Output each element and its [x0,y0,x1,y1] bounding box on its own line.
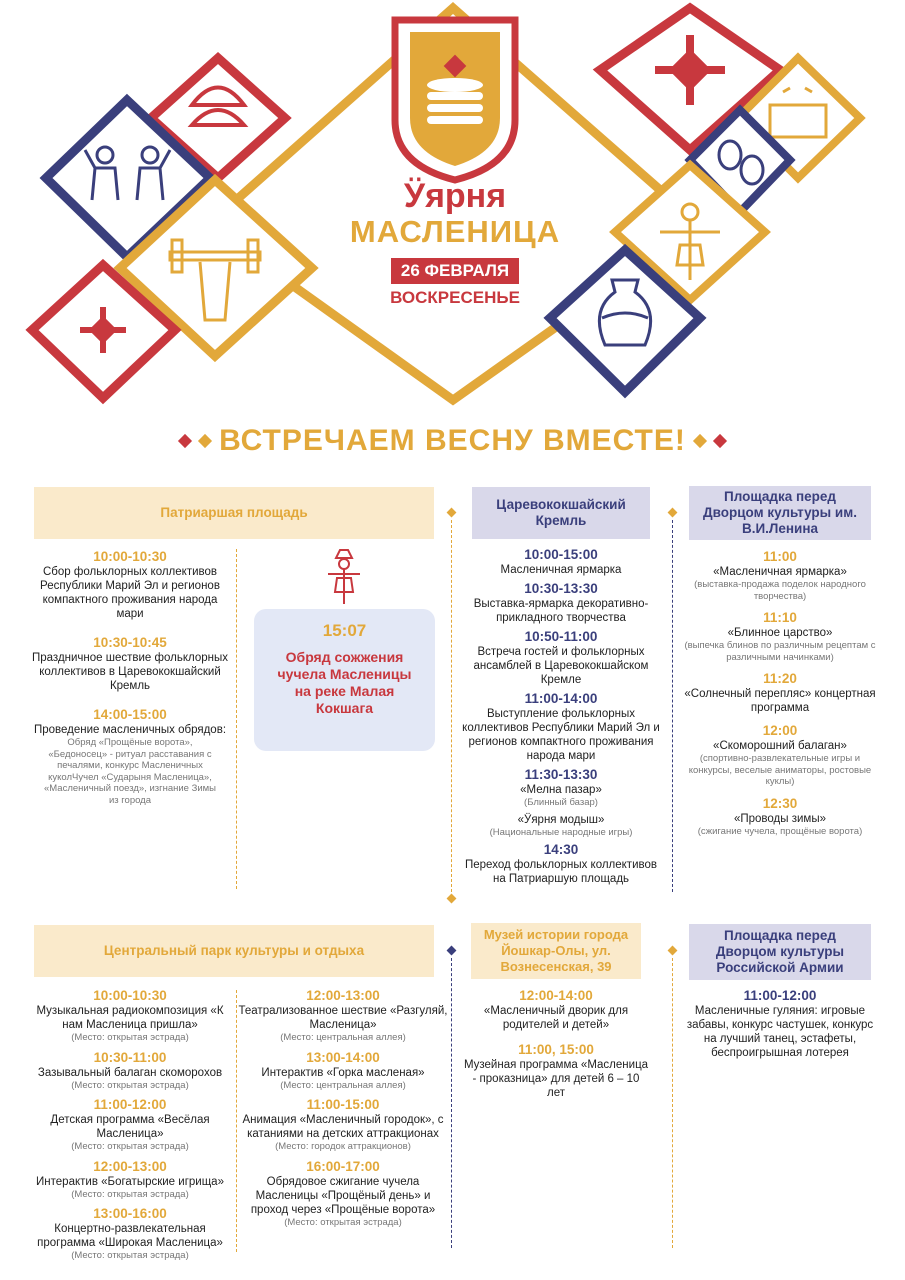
event-time: 11:00-12:00 [93,1097,167,1112]
event-time: 11:20 [763,671,797,686]
event-time: 14:30 [543,842,579,857]
event-title: «Масленичная ярмарка» [713,566,847,578]
event-title: Встреча гостей и фольклорных ансамблей в Царевококшайском Кремле [473,646,649,686]
event-note: (Национальные народные игры) [489,826,633,838]
event-title: «Солнечный перепляс» концертная программа [684,688,876,714]
poster-title-main: МАСЛЕНИЦА [349,214,561,249]
event [462,581,660,625]
event-title: Интерактив «Горка масленая» [261,1066,425,1079]
poster-weekday: ВОСКРЕСЕНЬЕ [390,288,520,307]
event [462,767,660,809]
event-title: «Масленичный дворик для родителей и детей» [483,1005,629,1031]
event-note: (Место: открытая эстрада) [71,1250,189,1261]
event-title: «Блинное царство» [727,627,833,639]
event [26,1097,234,1153]
event [26,1206,234,1262]
event-title: Зазывальный балаган скоморохов [37,1066,223,1079]
event-time: 10:30-11:00 [93,1049,167,1065]
column-divider [672,958,673,1248]
event-title: «Мелна пазар» [520,784,602,796]
diamond-icon [668,946,678,956]
event-time: 11:00-12:00 [743,988,817,1003]
event [26,988,234,1044]
lenin-events [682,549,878,845]
event-title: Детская программа «Весёлая Масленица» [50,1114,210,1140]
event-note: (выставка-продажа поделок народного творчества) [694,579,866,602]
event [682,671,878,715]
park-events-right [238,988,448,1236]
event-time: 12:00-13:00 [306,988,380,1003]
event-note: (сжигание чучела, прощёные ворота) [697,825,863,837]
event-note: (Место: центральная аллея) [280,1032,406,1043]
venue-header-museum: Музей истории города Йошкар-Олы, ул. Вознесенская, 39 [471,923,641,979]
event-time: 10:00-15:00 [524,547,598,562]
event [462,842,660,886]
diamond-icon [668,508,678,518]
event [682,988,878,1060]
event-time: 11:00 [763,549,797,564]
slogan-text: ВСТРЕЧАЕМ ВЕСНУ ВМЕСТЕ! [219,424,686,457]
event-time: 15:07 [322,621,367,640]
event-note: (Блинный базар) [524,797,598,808]
event-time: 13:00-16:00 [93,1206,167,1221]
event-time: 10:00-10:30 [93,988,167,1003]
event [462,988,650,1032]
event-time: 12:00-14:00 [519,988,593,1003]
park-events-left [26,988,234,1270]
event-title: Обряд сожжения чучела Масленицы на реке Малая Кокшага [277,649,412,716]
event [462,547,660,577]
event-time: 11:00, 15:00 [518,1042,594,1057]
event-note: (Место: открытая эстрада) [71,1032,189,1043]
scarecrow-icon [326,548,362,606]
poster-date: 26 ФЕВРАЛЯ [391,258,519,284]
event-note: (Место: открытая эстрада) [284,1216,402,1228]
event-time: 11:10 [763,610,797,625]
event-title: Масленичные гуляния: игровые забавы, конкурс частушек, конкурс на лучший танец, эстафеты, беспроигрышная лотерея [686,1005,874,1059]
event-note: (Место: открытая эстрада) [71,1141,189,1152]
burning-ceremony-card [254,609,435,751]
poster-title-word: Ӱярня [403,177,507,215]
event-time: 10:50-11:00 [524,629,598,644]
diamond-icon [198,434,212,448]
event-title: Интерактив «Богатырские игрища» [36,1175,224,1188]
diamond-icon [713,434,727,448]
event-time: 12:00-13:00 [93,1158,167,1174]
event [462,1042,650,1100]
event [238,988,448,1044]
event-title: Сбор фольклорных коллективов Республики Марий Эл и регионов компактного проживания народа мари [40,566,220,620]
venue-header-lenin: Площадка перед Дворцом культуры им. В.И.Ленина [689,486,871,540]
poster-title-block [290,178,620,308]
event [30,549,230,621]
event-note: (Место: городок аттракционов) [275,1141,411,1152]
venue-header-army: Площадка перед Дворцом культуры Российской Армии [689,924,871,980]
event [682,796,878,838]
diamond-icon [178,434,192,448]
event [30,635,230,693]
event-time: 11:00-14:00 [524,691,598,706]
event-title: Выставка-ярмарка декоративно-прикладного творчества [473,598,649,624]
event-title: Концертно-развлекательная программа «Широкая Масленица» [37,1223,223,1249]
event-title: «Скоморошний балаган» [713,740,847,752]
event [682,610,878,663]
column-divider [236,990,237,1252]
column-divider [451,958,452,1248]
event-time: 13:00-14:00 [306,1049,380,1065]
event-time: 14:00-15:00 [93,707,167,722]
event-note: (выпечка блинов по различным рецептам с различными начинками) [684,640,876,663]
slogan [0,424,905,458]
event-time: 10:00-10:30 [93,549,167,564]
diamond-icon [693,434,707,448]
event-title: Обрядовое сжигание чучела Масленицы «Прощёный день» и проход через «Прощёные ворота» [250,1175,436,1216]
event [26,1050,234,1092]
event-title: Переход фольклорных коллективов на Патриаршую площадь [465,859,657,885]
event-note: Обряд «Прощёные ворота», «Бедоносец» - ритуал расставания с печалями, конкурс Масленичных куколЧучел «Сударыня Масленица», «Масленичный поезд», изгнание Зимы из города [44,737,216,806]
diamond-icon [447,894,457,904]
patriarch-events [30,549,230,814]
event-time: 11:30-13:30 [524,767,598,782]
event [462,813,660,839]
event-time: 10:30-10:45 [93,635,167,650]
diamond-icon [447,508,457,518]
event [30,707,230,806]
event-title: Праздничное шествие фольклорных коллективов в Царевококшайский Кремль [32,652,228,692]
event [238,1159,448,1229]
venue-header-kremlin: Царевококшайский Кремль [472,487,650,539]
army-events [682,988,878,1068]
event-note: (Место: открытая эстрада) [71,1188,189,1200]
column-divider [451,520,452,892]
event-note: (спортивно-развлекательные игры и конкурсы, веселые аниматоры, ростовые куклы) [688,753,872,787]
event-title: «Проводы зимы» [733,812,826,825]
column-divider [236,549,237,889]
event [238,1050,448,1092]
event-time: 12:30 [762,795,798,811]
event-title: Анимация «Масленичный городок», с катаниями на детских аттракционах [242,1114,444,1140]
event-title: Масленичная ярмарка [500,564,622,576]
event [462,691,660,763]
event-time: 11:00-15:00 [306,1097,380,1112]
event [238,1097,448,1153]
event-title: Проведение масленичных обрядов: [33,724,227,736]
event [26,1159,234,1201]
kremlin-events [462,547,660,894]
event-time: 16:00-17:00 [306,1158,380,1174]
event-time: 12:00 [762,723,798,738]
event [462,629,660,687]
event-time: 10:30-13:30 [524,581,598,596]
event [682,549,878,602]
event-title: «Ӱярня модыш» [517,813,605,826]
event [682,723,878,788]
event-title: Выступление фольклорных коллективов Республики Марий Эл и регионов компактного проживания народа мари [462,708,660,762]
venue-header-patriarch: Патриаршая площадь [34,487,434,539]
museum-events [462,988,650,1108]
venue-header-park: Центральный парк культуры и отдыха [34,925,434,977]
column-divider [672,520,673,892]
event-note: (Место: центральная аллея) [280,1079,406,1091]
shield-pancakes-icon [395,20,515,180]
event-title: Музыкальная радиокомпозиция «К нам Масленица пришла» [36,1005,224,1031]
diamond-icon [447,946,457,956]
event-title: Музейная программа «Масленица - проказница» для детей 6 – 10 лет [463,1059,649,1099]
event-title: Театрализованное шествие «Разгуляй, Масленица» [238,1005,448,1031]
event-note: (Место: открытая эстрада) [71,1079,189,1091]
